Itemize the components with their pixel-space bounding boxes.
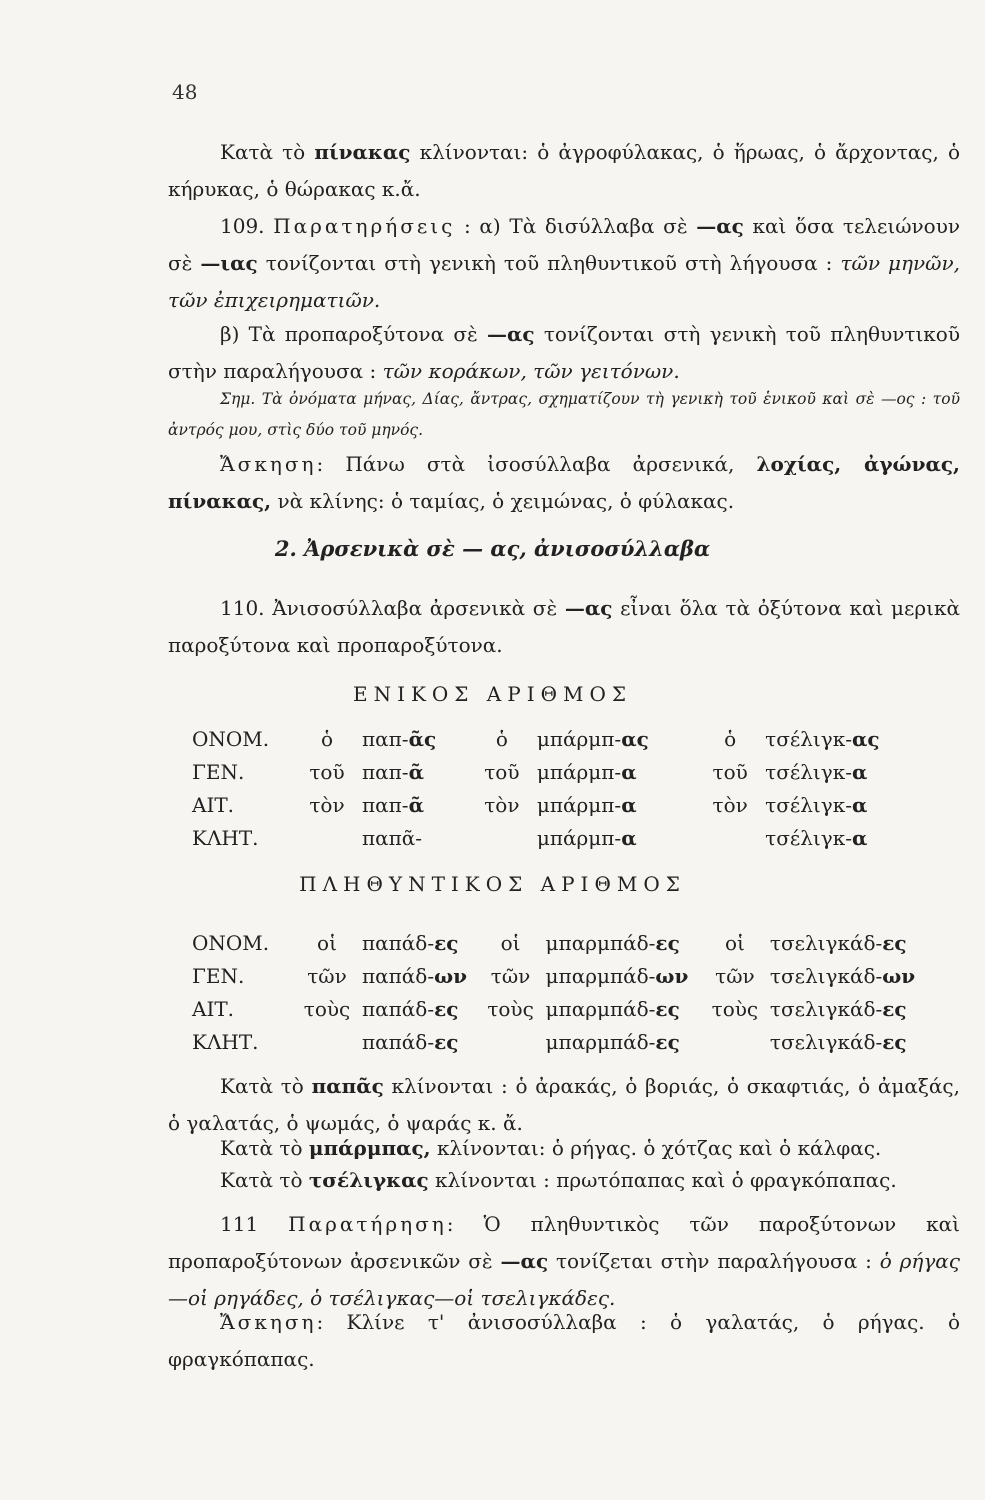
page-number: 48 xyxy=(172,80,198,104)
paragraph-pinakas: Κατὰ τὸ πίνακας κλίνονται: ὁ ἀγροφύλακας, ὁ ἥρωας, ὁ ἄρχοντας, ὁ κήρυκας, ὁ θώρακας κ.ἄ. xyxy=(168,140,961,201)
article xyxy=(292,1025,362,1058)
noun-form: μπαρμπάδ-ες xyxy=(545,996,680,1021)
noun-form: παπάδ-ες xyxy=(362,996,459,1021)
noun-form: παπάδ-ων xyxy=(362,963,468,988)
ending: ες xyxy=(882,1029,907,1054)
table-row xyxy=(192,722,927,755)
article xyxy=(467,821,537,854)
plural-title: ΠΛΗΘΥΝΤΙΚΟΣ ΑΡΙΘΜΟΣ xyxy=(299,872,686,896)
ending: α xyxy=(851,792,868,817)
article: τῶν xyxy=(490,963,531,988)
noun-form: μπάρμπ-α xyxy=(536,759,637,784)
ending: ες xyxy=(434,930,459,955)
article xyxy=(292,821,362,854)
ending: α xyxy=(621,759,637,784)
noun-form: παπάδ-ες xyxy=(362,1029,459,1054)
article: ὁ xyxy=(495,726,508,751)
ending: α xyxy=(621,792,637,817)
case-label: ΑΙΤ. xyxy=(192,996,235,1021)
noun-form: τσέλιγκ-ας xyxy=(765,726,880,751)
case-label: ΓΕΝ. xyxy=(192,759,245,784)
article: τὸν xyxy=(712,792,748,817)
table-row xyxy=(192,821,927,854)
article xyxy=(695,821,765,854)
noun-form: παπ-ᾶ xyxy=(362,792,424,817)
ending: ᾶ xyxy=(408,792,424,817)
ending: ᾶς xyxy=(408,726,437,751)
article: τοῦ xyxy=(712,759,748,784)
noun-form: μπάρμπ-ας xyxy=(536,726,649,751)
case-label: ΚΛΗΤ. xyxy=(192,1029,259,1054)
noun-form: τσελιγκάδ-ες xyxy=(769,996,907,1021)
article: οἱ xyxy=(500,930,521,955)
article: τοὺς xyxy=(303,996,351,1021)
paragraph-barbas: Κατὰ τὸ μπάρμπας, κλίνονται: ὁ ρήγας. ὁ χότζας καὶ ὁ κάλφας. xyxy=(220,1136,882,1160)
ending: ες xyxy=(882,930,907,955)
noun-form: μπαρμπάδ-ων xyxy=(545,963,689,988)
ending: ᾶ xyxy=(408,759,424,784)
ending: ες xyxy=(655,930,680,955)
article: τῶν xyxy=(715,963,755,988)
exercise-1: Ἄσκηση: Πάνω στὰ ἰσοσύλλαβα ἀρσενικά, λοχίας, ἀγώνας, πίνακας, νὰ κλίνης: ὁ ταμίας, ὁ χειμώνας, ὁ φύλακας. xyxy=(168,452,961,513)
noun-form: παπᾶ- xyxy=(362,825,423,850)
noun-form: τσέλιγκ-α xyxy=(765,759,868,784)
paragraph-109: 109. Παρατηρήσεις : α) Τὰ δισύλλαβα σὲ —ας καὶ ὅσα τελειώνουν σὲ —ιας τονίζονται στὴ γενικὴ τοῦ πληθυντικοῦ στὴ λήγουσα : τῶν μηνῶν, τῶν ἐπιχειρηματιῶν. xyxy=(168,214,961,312)
note: Σημ. Τὰ ὀνόματα μήνας, Δίας, ἄντρας, σχηματίζουν τὴ γενικὴ τοῦ ἑνικοῦ καὶ σὲ —ος : τοῦ ἀντρός μου, στὶς δύο τοῦ μηνός. xyxy=(168,390,960,439)
ending: ων xyxy=(655,963,689,988)
article: τοῦ xyxy=(484,759,520,784)
noun-form: παπ-ᾶ xyxy=(362,759,424,784)
ending: α xyxy=(621,825,637,850)
ending: ες xyxy=(655,1029,680,1054)
noun-form: τσέλιγκ-α xyxy=(765,792,868,817)
noun-form: μπαρμπάδ-ες xyxy=(545,930,680,955)
singular-title: ΕΝΙΚΟΣ ΑΡΙΘΜΟΣ xyxy=(352,682,633,706)
article: ὁ xyxy=(320,726,334,751)
paragraph-tseligkas: Κατὰ τὸ τσέλιγκας κλίνονται : πρωτόπαπας καὶ ὁ φραγκόπαπας. xyxy=(220,1168,897,1192)
case-label: ΓΕΝ. xyxy=(192,963,245,988)
article: οἱ xyxy=(317,930,337,955)
ending: ων xyxy=(882,963,916,988)
article: τὸν xyxy=(309,792,345,817)
noun-form: μπάρμπ-α xyxy=(536,825,637,850)
ending: ες xyxy=(434,1029,459,1054)
noun-form: τσελιγκάδ-ες xyxy=(769,1029,907,1054)
case-label: ΟΝΟΜ. xyxy=(192,930,270,955)
ending: ας xyxy=(851,726,880,751)
paragraph-papas: Κατὰ τὸ παπᾶς κλίνονται : ὁ ἀρακάς, ὁ βοριάς, ὁ σκαφτιάς, ὁ ἀμαξάς, ὁ γαλατάς, ὁ ψωμάς, ὁ ψαράς κ. ἄ. xyxy=(168,1074,960,1135)
paragraph-111: 111 Παρατήρηση: Ὁ πληθυντικὸς τῶν παροξύτονων καὶ προπαροξύτονων ἀρσενικῶν σὲ —ας τονίζεται στὴν παραλήγουσα : ὁ ρήγας—οἱ ρηγάδες, ὁ τσέλιγκας—οἱ τσελιγκάδες. xyxy=(168,1212,961,1310)
ending: α xyxy=(851,825,868,850)
table-row xyxy=(192,755,927,788)
noun-form: τσέλιγκ-α xyxy=(765,825,868,850)
exercise-2: Ἄσκηση: Κλίνε τ' ἀνισοσύλλαβα : ὁ γαλατάς, ὁ ρήγας. ὁ φραγκόπαπας. xyxy=(168,1310,960,1371)
plural-table xyxy=(192,926,927,1058)
ending: α xyxy=(851,759,868,784)
article: τοὺς xyxy=(711,996,759,1021)
ending: ες xyxy=(882,996,907,1021)
singular-table xyxy=(192,722,927,854)
article xyxy=(700,1025,770,1058)
noun-form: μπάρμπ-α xyxy=(536,792,637,817)
article: τοὺς xyxy=(487,996,534,1021)
table-row xyxy=(192,1025,927,1058)
table-row xyxy=(192,788,927,821)
section-heading: 2. Ἀρσενικὰ σὲ — ας, ἀνισοσύλλαβα xyxy=(274,536,711,561)
paragraph-109-b: β) Τὰ προπαροξύτονα σὲ —ας τονίζονται στὴ γενικὴ τοῦ πληθυντικοῦ στὴν παραλήγουσα : τῶν κοράκων, τῶν γειτόνων. xyxy=(168,322,960,383)
case-label: ΑΙΤ. xyxy=(192,792,235,817)
table-row xyxy=(192,959,927,992)
article: ὁ xyxy=(724,726,737,751)
article: τοῦ xyxy=(309,759,345,784)
noun-form: παπάδ-ες xyxy=(362,930,459,955)
article: τῶν xyxy=(307,963,347,988)
ending: ες xyxy=(434,996,459,1021)
table-row xyxy=(192,992,927,1025)
article xyxy=(476,1025,546,1058)
ending: ων xyxy=(434,963,468,988)
noun-form: παπ-ᾶς xyxy=(362,726,437,751)
noun-form: τσελιγκάδ-ων xyxy=(769,963,916,988)
case-label: ΚΛΗΤ. xyxy=(192,825,259,850)
case-label: ΟΝΟΜ. xyxy=(192,726,270,751)
table-row xyxy=(192,926,927,959)
noun-form: τσελιγκάδ-ες xyxy=(769,930,907,955)
paragraph-110: 110. Ἀνισοσύλλαβα ἀρσενικὰ σὲ —ας εἶναι ὅλα τὰ ὀξύτονα καὶ μερικὰ παροξύτονα καὶ προπαροξύτονα. xyxy=(168,596,960,657)
ending: ες xyxy=(655,996,680,1021)
article: οἱ xyxy=(724,930,745,955)
noun-form: μπαρμπάδ-ες xyxy=(545,1029,680,1054)
ending: ας xyxy=(621,726,649,751)
article: τὸν xyxy=(484,792,520,817)
